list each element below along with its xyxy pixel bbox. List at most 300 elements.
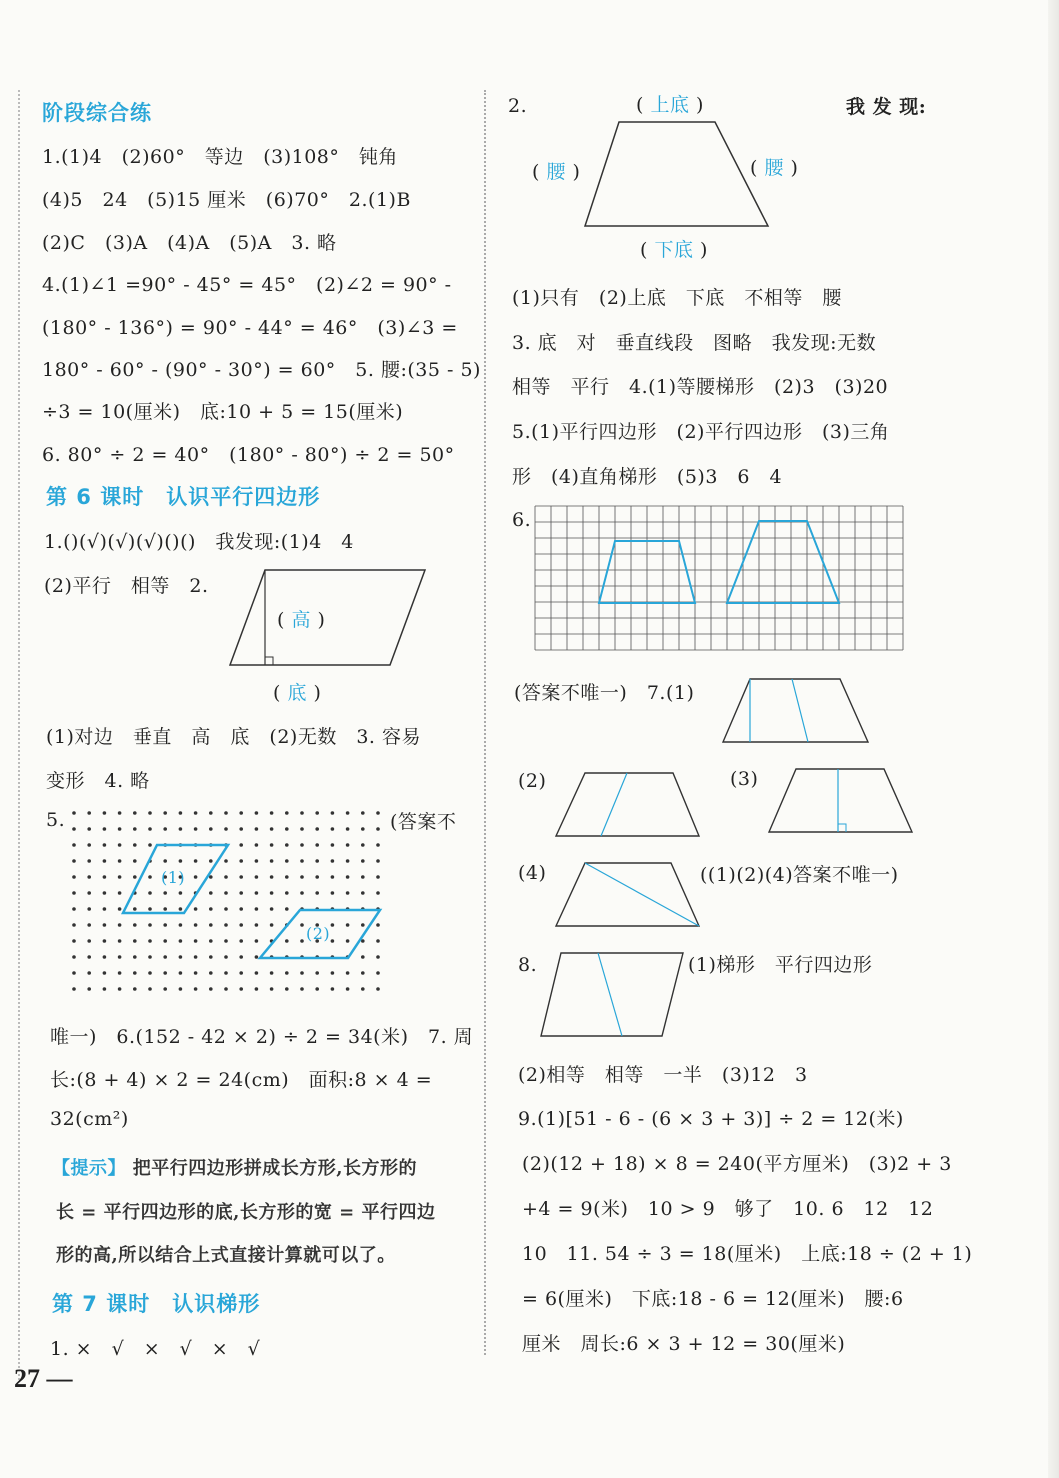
grid-dot bbox=[72, 955, 76, 959]
grid-dot bbox=[300, 843, 304, 847]
grid-dot bbox=[118, 811, 122, 815]
grid-dot bbox=[331, 891, 335, 895]
answer-line: 唯一) 6.(152 - 42 × 2) ÷ 2 = 34(米) 7. 周 bbox=[50, 1026, 474, 1048]
grid-dot bbox=[87, 987, 91, 991]
grid-dot bbox=[361, 827, 365, 831]
answer-note: (答案不 bbox=[390, 811, 457, 833]
grid-dot bbox=[209, 891, 213, 895]
grid-dot bbox=[163, 955, 167, 959]
question-number: 8. bbox=[518, 954, 538, 976]
grid-dot bbox=[270, 987, 274, 991]
grid-dot bbox=[300, 875, 304, 879]
q7-figure-4 bbox=[553, 860, 703, 930]
grid-dot bbox=[103, 971, 107, 975]
grid-dot bbox=[118, 891, 122, 895]
grid-dot bbox=[255, 923, 259, 927]
question-number: 2. bbox=[508, 95, 528, 117]
grid-dot bbox=[361, 859, 365, 863]
answer-line: (4)5 24 (5)15 厘米 (6)70° 2.(1)B bbox=[42, 189, 411, 211]
grid-dot bbox=[163, 923, 167, 927]
grid-dot bbox=[361, 971, 365, 975]
grid-dot bbox=[118, 827, 122, 831]
grid-dot bbox=[209, 971, 213, 975]
grid-dot bbox=[224, 907, 228, 911]
grid-dot bbox=[270, 811, 274, 815]
cut-line bbox=[792, 679, 808, 742]
answer-line: 9.(1)[51 - 6 - (6 × 3 + 3)] ÷ 2 = 12(米) bbox=[518, 1108, 904, 1130]
grid-dot bbox=[239, 875, 243, 879]
trapezoid-drawn-2 bbox=[727, 521, 839, 603]
grid-dot bbox=[103, 875, 107, 879]
grid-dot bbox=[239, 939, 243, 943]
trapezoid-shape bbox=[585, 122, 768, 226]
grid-dot bbox=[376, 987, 380, 991]
grid-dot bbox=[194, 987, 198, 991]
trapezoid-shape bbox=[556, 863, 699, 926]
grid-dot bbox=[72, 843, 76, 847]
grid-dot bbox=[285, 859, 289, 863]
grid-dot bbox=[224, 891, 228, 895]
page-edge bbox=[1048, 0, 1059, 1478]
grid-dot bbox=[133, 859, 137, 863]
answer-line: (2)C (3)A (4)A (5)A 3. 略 bbox=[42, 232, 337, 254]
grid-dot bbox=[133, 827, 137, 831]
answer-line: (2)相等 相等 一半 (3)12 3 bbox=[518, 1064, 808, 1086]
parallelogram-shape bbox=[541, 953, 683, 1036]
grid-dot bbox=[72, 939, 76, 943]
grid-dot bbox=[148, 987, 152, 991]
height-label: ( 高 ) bbox=[277, 609, 326, 631]
grid-dot bbox=[209, 907, 213, 911]
label-right-leg: ( 腰 ) bbox=[750, 157, 799, 179]
grid-dot bbox=[179, 987, 183, 991]
grid-dot bbox=[133, 875, 137, 879]
grid-dot bbox=[270, 971, 274, 975]
grid-dot bbox=[194, 859, 198, 863]
question-7-prefix: (答案不唯一) 7.(1) bbox=[514, 682, 695, 704]
grid-dot bbox=[209, 859, 213, 863]
grid-dot bbox=[239, 859, 243, 863]
grid-dot bbox=[209, 827, 213, 831]
grid-dot bbox=[72, 907, 76, 911]
right-angle-mark bbox=[838, 824, 846, 832]
grid-dot bbox=[315, 843, 319, 847]
grid-dot bbox=[72, 923, 76, 927]
right-angle-mark bbox=[265, 657, 273, 665]
grid-dot bbox=[179, 907, 183, 911]
grid-dot bbox=[103, 843, 107, 847]
grid-dot bbox=[103, 939, 107, 943]
grid-dot bbox=[194, 971, 198, 975]
answer-line: 长:(8 + 4) × 2 = 24(cm) 面积:8 × 4 = bbox=[50, 1069, 433, 1091]
answer-line: 5.(1)平行四边形 (2)平行四边形 (3)三角 bbox=[512, 421, 890, 443]
grid-dot bbox=[118, 859, 122, 863]
grid-dot bbox=[270, 891, 274, 895]
answer-line: (2)平行 相等 2. bbox=[44, 575, 209, 597]
q7-figure-1 bbox=[720, 676, 870, 746]
grid-dot bbox=[361, 891, 365, 895]
grid-dot bbox=[270, 907, 274, 911]
answer-line: (1)只有 (2)上底 下底 不相等 腰 bbox=[512, 287, 842, 309]
grid-dot bbox=[179, 923, 183, 927]
grid-dot bbox=[209, 939, 213, 943]
grid-dot bbox=[346, 843, 350, 847]
grid-dot bbox=[346, 923, 350, 927]
grid-dot bbox=[148, 971, 152, 975]
grid-dot bbox=[315, 875, 319, 879]
grid-dot bbox=[163, 811, 167, 815]
grid-dot bbox=[163, 987, 167, 991]
answer-line: 6. 80° ÷ 2 = 40° (180° - 80°) ÷ 2 = 50° bbox=[42, 444, 455, 466]
grid-dot bbox=[118, 843, 122, 847]
label-left-leg: ( 腰 ) bbox=[532, 161, 581, 183]
grid-dot bbox=[87, 971, 91, 975]
grid-dot bbox=[118, 987, 122, 991]
grid-dot bbox=[163, 827, 167, 831]
grid-dot bbox=[133, 907, 137, 911]
grid-dot bbox=[255, 859, 259, 863]
grid-dot bbox=[315, 827, 319, 831]
grid-dot bbox=[179, 891, 183, 895]
grid-dot bbox=[331, 811, 335, 815]
grid-dot bbox=[270, 875, 274, 879]
grid-dot bbox=[87, 907, 91, 911]
answer-line: 32(cm²) bbox=[50, 1108, 129, 1130]
grid-dot bbox=[87, 875, 91, 879]
grid-dot bbox=[346, 827, 350, 831]
answer-line: (1)梯形 平行四边形 bbox=[688, 954, 873, 976]
grid-dot bbox=[300, 971, 304, 975]
question-7-3: (3) bbox=[730, 768, 759, 790]
discover-label: 我 发 现: bbox=[846, 96, 927, 118]
grid-dot bbox=[72, 875, 76, 879]
grid-dot bbox=[331, 827, 335, 831]
answer-line: ÷3 = 10(厘米) 底:10 + 5 = 15(厘米) bbox=[42, 401, 404, 423]
diagonal-line bbox=[585, 863, 699, 926]
grid-dot bbox=[331, 923, 335, 927]
grid-dot bbox=[239, 987, 243, 991]
question-7-2: (2) bbox=[518, 770, 547, 792]
grid-dot bbox=[346, 939, 350, 943]
grid-dot bbox=[87, 923, 91, 927]
grid-dot bbox=[179, 955, 183, 959]
grid-dot bbox=[179, 827, 183, 831]
grid-dot bbox=[361, 875, 365, 879]
grid-dot bbox=[224, 939, 228, 943]
grid-dot bbox=[315, 811, 319, 815]
grid-dot bbox=[148, 827, 152, 831]
grid-dot bbox=[224, 875, 228, 879]
label-top-base: ( 上底 ) bbox=[636, 94, 704, 116]
grid-dot bbox=[239, 843, 243, 847]
grid-dot bbox=[179, 939, 183, 943]
grid-dot bbox=[118, 907, 122, 911]
grid-dot bbox=[72, 987, 76, 991]
answer-line: 1.()(√)(√)(√)()() 我发现:(1)4 4 bbox=[44, 531, 354, 553]
answer-line: 厘米 周长:6 × 3 + 12 = 30(厘米) bbox=[522, 1333, 846, 1355]
grid-dot bbox=[300, 891, 304, 895]
answer-line: 4.(1)∠1 =90° - 45° = 45° (2)∠2 = 90° - bbox=[42, 274, 452, 296]
section-title-lesson-7: 第 7 课时 认识梯形 bbox=[52, 1292, 261, 1316]
grid-dot bbox=[239, 955, 243, 959]
q8-figure bbox=[538, 950, 688, 1040]
left-margin-line bbox=[18, 90, 20, 1380]
grid-dot bbox=[255, 939, 259, 943]
question-number: 5. bbox=[46, 809, 66, 831]
q7-figure-3 bbox=[766, 766, 916, 836]
grid-dot bbox=[285, 971, 289, 975]
grid-dot bbox=[376, 811, 380, 815]
grid-dot bbox=[255, 955, 259, 959]
grid-dot bbox=[376, 843, 380, 847]
grid-dot bbox=[361, 923, 365, 927]
answer-line: 3. 底 对 垂直线段 图略 我发现:无数 bbox=[512, 332, 877, 354]
grid-dot bbox=[87, 859, 91, 863]
trapezoid-shape bbox=[556, 773, 699, 836]
grid-dot bbox=[376, 891, 380, 895]
grid-dot bbox=[331, 859, 335, 863]
grid-dot bbox=[103, 859, 107, 863]
dot-grid-figure bbox=[60, 805, 390, 1005]
answer-line: 1.(1)4 (2)60° 等边 (3)108° 钝角 bbox=[42, 146, 398, 168]
grid-dot bbox=[118, 875, 122, 879]
cut-line bbox=[601, 773, 627, 836]
dot-label-1: (1) bbox=[161, 868, 186, 887]
grid-dot bbox=[87, 843, 91, 847]
grid-dot bbox=[255, 891, 259, 895]
grid-dot bbox=[87, 891, 91, 895]
answer-line: 10 11. 54 ÷ 3 = 18(厘米) 上底:18 ÷ (2 + 1) bbox=[522, 1243, 973, 1265]
grid-dot bbox=[148, 811, 152, 815]
grid-dot bbox=[148, 923, 152, 927]
grid-dot bbox=[331, 971, 335, 975]
grid-dot bbox=[376, 923, 380, 927]
grid-dot bbox=[163, 971, 167, 975]
grid-dot bbox=[209, 923, 213, 927]
answer-line: +4 = 9(米) 10 > 9 够了 10. 6 12 12 bbox=[522, 1198, 934, 1220]
grid-dot bbox=[331, 843, 335, 847]
grid-dot bbox=[209, 987, 213, 991]
answer-line: 180° - 60° - (90° - 30°) = 60° 5. 腰:(35 - 5) bbox=[42, 359, 481, 381]
square-grid-figure bbox=[535, 506, 905, 651]
question-number: 6. bbox=[512, 509, 532, 531]
grid-dot bbox=[376, 971, 380, 975]
grid-dot bbox=[72, 859, 76, 863]
grid-dot bbox=[87, 939, 91, 943]
grid-dot bbox=[103, 907, 107, 911]
q7-figure-2 bbox=[553, 770, 703, 840]
grid-dot bbox=[239, 907, 243, 911]
grid-dot bbox=[133, 971, 137, 975]
grid-dot bbox=[361, 955, 365, 959]
grid-dot bbox=[361, 987, 365, 991]
grid-dot bbox=[209, 811, 213, 815]
parallelogram-figure bbox=[225, 565, 435, 675]
grid-dot bbox=[346, 987, 350, 991]
grid-dot bbox=[87, 811, 91, 815]
grid-dot bbox=[103, 811, 107, 815]
answer-line: = 6(厘米) 下底:18 - 6 = 12(厘米) 腰:6 bbox=[522, 1288, 904, 1310]
grid-dot bbox=[300, 939, 304, 943]
grid-dot bbox=[270, 923, 274, 927]
grid-dot bbox=[163, 907, 167, 911]
section-title-stage-practice: 阶段综合练 bbox=[42, 101, 152, 125]
grid-dot bbox=[331, 939, 335, 943]
grid-dot bbox=[239, 811, 243, 815]
grid-dot bbox=[148, 843, 152, 847]
grid-dot bbox=[163, 939, 167, 943]
grid-dot bbox=[72, 811, 76, 815]
grid-dot bbox=[179, 859, 183, 863]
grid-dot bbox=[315, 859, 319, 863]
grid-dot bbox=[148, 891, 152, 895]
grid-dot bbox=[103, 827, 107, 831]
grid-dot bbox=[224, 811, 228, 815]
grid-dot bbox=[103, 987, 107, 991]
cut-line bbox=[598, 953, 622, 1036]
grid-dot bbox=[376, 939, 380, 943]
grid-dot bbox=[300, 923, 304, 927]
trapezoid-shape bbox=[769, 769, 912, 832]
grid-dot bbox=[148, 907, 152, 911]
grid-dot bbox=[300, 859, 304, 863]
grid-dot bbox=[87, 955, 91, 959]
answer-line: (2)(12 + 18) × 8 = 240(平方厘米) (3)2 + 3 bbox=[522, 1153, 952, 1175]
grid-dot bbox=[255, 843, 259, 847]
grid-dot bbox=[103, 891, 107, 895]
grid-dot bbox=[270, 859, 274, 863]
grid-dot bbox=[361, 843, 365, 847]
grid-dot bbox=[194, 875, 198, 879]
grid-dot bbox=[163, 891, 167, 895]
grid-dot bbox=[224, 971, 228, 975]
grid-dot bbox=[194, 939, 198, 943]
grid-dot bbox=[87, 827, 91, 831]
dot-label-2: (2) bbox=[306, 924, 331, 943]
grid-dot bbox=[300, 827, 304, 831]
grid-dot bbox=[315, 987, 319, 991]
grid-dot bbox=[346, 859, 350, 863]
grid-dot bbox=[239, 971, 243, 975]
hint-line: 【提示】 把平行四边形拼成长方形,长方形的 bbox=[52, 1158, 418, 1179]
grid-dot bbox=[285, 987, 289, 991]
question-7-note: ((1)(2)(4)答案不唯一) bbox=[700, 864, 899, 886]
question-7-4: (4) bbox=[518, 862, 547, 884]
grid-dot bbox=[331, 875, 335, 879]
grid-dot bbox=[194, 955, 198, 959]
grid-dot bbox=[315, 891, 319, 895]
grid-dot bbox=[255, 971, 259, 975]
grid-dot bbox=[239, 923, 243, 927]
grid-dot bbox=[376, 955, 380, 959]
grid-dot bbox=[224, 827, 228, 831]
grid-dot bbox=[285, 875, 289, 879]
grid-dot bbox=[239, 891, 243, 895]
grid-dot bbox=[285, 891, 289, 895]
grid-dot bbox=[346, 971, 350, 975]
hint-line: 形的高,所以结合上式直接计算就可以了。 bbox=[56, 1245, 396, 1266]
grid-dot bbox=[133, 843, 137, 847]
grid-dot bbox=[72, 891, 76, 895]
grid-dot bbox=[194, 827, 198, 831]
grid-dot bbox=[285, 843, 289, 847]
grid-dot bbox=[118, 923, 122, 927]
grid-dot bbox=[118, 955, 122, 959]
grid-dot bbox=[255, 875, 259, 879]
column-divider bbox=[484, 90, 486, 1355]
grid-dot bbox=[72, 971, 76, 975]
grid-dot bbox=[148, 955, 152, 959]
grid-dot bbox=[285, 939, 289, 943]
grid-dot bbox=[346, 811, 350, 815]
grid-dot bbox=[133, 811, 137, 815]
grid-dot bbox=[300, 811, 304, 815]
grid-dot bbox=[118, 971, 122, 975]
grid-dot bbox=[285, 811, 289, 815]
grid-dot bbox=[255, 811, 259, 815]
answer-line: 1. × √ × √ × √ bbox=[50, 1338, 261, 1360]
page-number: 27 — bbox=[14, 1364, 73, 1393]
grid-dot bbox=[361, 811, 365, 815]
grid-dot bbox=[224, 987, 228, 991]
base-label: ( 底 ) bbox=[273, 682, 322, 704]
grid-dot bbox=[72, 827, 76, 831]
answer-line: 形 (4)直角梯形 (5)3 6 4 bbox=[512, 466, 783, 488]
grid-dot bbox=[285, 907, 289, 911]
trapezoid-shape bbox=[723, 679, 868, 742]
grid-dot bbox=[179, 971, 183, 975]
hint-tag: 【提示】 bbox=[52, 1158, 126, 1179]
grid-dot bbox=[346, 891, 350, 895]
hint-line: 长 = 平行四边形的底,长方形的宽 = 平行四边 bbox=[56, 1202, 436, 1223]
grid-dot bbox=[239, 827, 243, 831]
grid-dot bbox=[133, 923, 137, 927]
grid-dot bbox=[376, 827, 380, 831]
grid-dot bbox=[103, 955, 107, 959]
answer-line: 变形 4. 略 bbox=[46, 770, 150, 792]
parallelogram-shape bbox=[230, 570, 425, 665]
label-bottom-base: ( 下底 ) bbox=[640, 239, 708, 261]
grid-dot bbox=[270, 827, 274, 831]
grid-dot bbox=[148, 939, 152, 943]
grid-dot bbox=[133, 939, 137, 943]
grid-dot bbox=[163, 859, 167, 863]
grid-dot bbox=[194, 907, 198, 911]
grid-dot bbox=[179, 811, 183, 815]
answer-line: 相等 平行 4.(1)等腰梯形 (2)3 (3)20 bbox=[512, 376, 889, 398]
grid-dot bbox=[194, 811, 198, 815]
grid-dot bbox=[376, 875, 380, 879]
grid-dot bbox=[255, 827, 259, 831]
grid-dot bbox=[209, 955, 213, 959]
grid-dot bbox=[315, 971, 319, 975]
answer-line: (1)对边 垂直 高 底 (2)无数 3. 容易 bbox=[46, 726, 421, 748]
grid-dot bbox=[331, 987, 335, 991]
grid-dot bbox=[285, 827, 289, 831]
grid-dot bbox=[255, 987, 259, 991]
grid-dot bbox=[224, 955, 228, 959]
grid-dot bbox=[194, 923, 198, 927]
grid-dot bbox=[346, 875, 350, 879]
grid-dot bbox=[270, 843, 274, 847]
grid-dot bbox=[224, 859, 228, 863]
grid-dot bbox=[133, 955, 137, 959]
section-title-lesson-6: 第 6 课时 认识平行四边形 bbox=[46, 485, 321, 509]
grid-dot bbox=[224, 923, 228, 927]
grid-dot bbox=[118, 939, 122, 943]
trapezoid-figure bbox=[583, 118, 773, 233]
grid-dot bbox=[148, 875, 152, 879]
